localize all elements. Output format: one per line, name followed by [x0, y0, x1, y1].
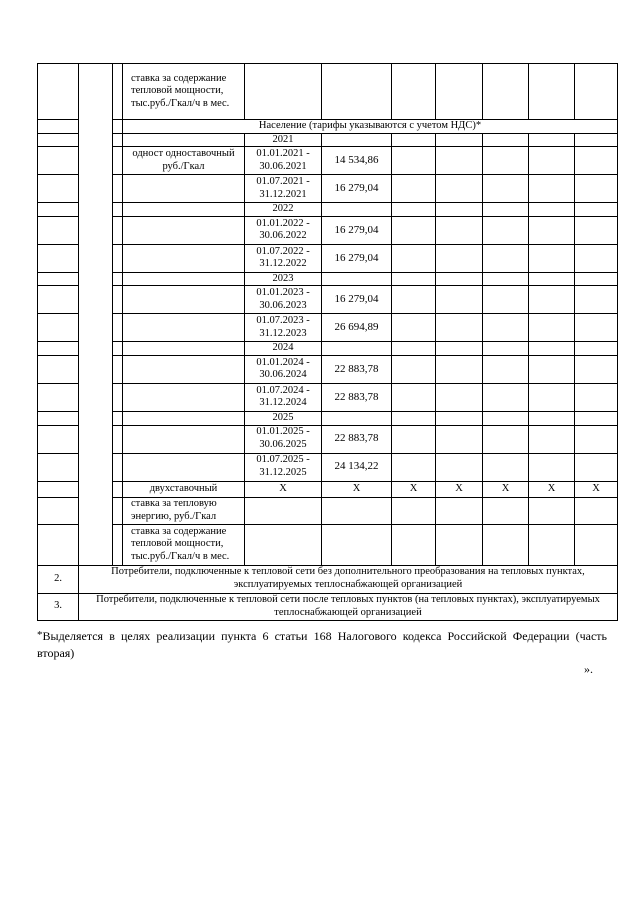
- row-description: Потребители, подключенные к тепловой сети после тепловых пунктов (на тепловых пунктах), эксплуатируемых теплоснабжающей организацией: [79, 593, 618, 620]
- blank-cell: [113, 411, 123, 425]
- blank-cell: [123, 272, 245, 286]
- blank-cell: [392, 272, 436, 286]
- blank-cell: [392, 175, 436, 203]
- blank-cell: [483, 286, 529, 314]
- table-row: [38, 244, 618, 272]
- blank-cell: [113, 314, 123, 342]
- blank-cell: [483, 175, 529, 203]
- row-description: Потребители, подключенные к тепловой сети без дополнительного преобразования на тепловых пунктах, эксплуатируемых теплоснабжающей организацией: [79, 565, 618, 593]
- blank-cell: [436, 175, 483, 203]
- blank-cell: [123, 411, 245, 425]
- period-cell: 01.01.2025 - 30.06.2025: [245, 425, 322, 453]
- blank-cell: [529, 147, 575, 175]
- blank-cell: [113, 286, 123, 314]
- period-cell: 01.07.2021 - 31.12.2021: [245, 175, 322, 203]
- x-mark: X: [245, 481, 322, 497]
- blank-cell: [483, 244, 529, 272]
- blank-cell: [436, 272, 483, 286]
- blank-cell: [483, 272, 529, 286]
- blank-cell: [436, 411, 483, 425]
- blank-cell: [38, 411, 79, 425]
- blank-cell: [529, 497, 575, 524]
- blank-cell: [322, 524, 392, 565]
- blank-cell: [113, 216, 123, 244]
- tariff-value: 22 883,78: [322, 383, 392, 411]
- blank-cell: [245, 64, 322, 120]
- blank-cell: [529, 453, 575, 481]
- tariff-value: 26 694,89: [322, 314, 392, 342]
- blank-cell: [38, 342, 79, 356]
- blank-cell: [483, 133, 529, 147]
- period-cell: 01.07.2022 - 31.12.2022: [245, 244, 322, 272]
- x-mark: X: [575, 481, 618, 497]
- blank-cell: [436, 524, 483, 565]
- blank-cell: [529, 355, 575, 383]
- blank-cell: [392, 147, 436, 175]
- section-header: Население (тарифы указываются с учетом НДС)*: [123, 120, 618, 134]
- table-row: [38, 524, 618, 565]
- table-row: [38, 383, 618, 411]
- blank-cell: [575, 497, 618, 524]
- blank-cell: [38, 133, 79, 147]
- blank-cell: [575, 244, 618, 272]
- period-cell: 01.07.2023 - 31.12.2023: [245, 314, 322, 342]
- blank-cell: [483, 453, 529, 481]
- blank-cell: [483, 383, 529, 411]
- blank-cell: [483, 342, 529, 356]
- period-cell: 01.01.2021 - 30.06.2021: [245, 147, 322, 175]
- footnote: [37, 628, 607, 662]
- blank-cell: [322, 203, 392, 217]
- table-row: [38, 425, 618, 453]
- tariff-value: 22 883,78: [322, 355, 392, 383]
- blank-cell: [38, 453, 79, 481]
- blank-cell: [529, 272, 575, 286]
- tariff-value: 16 279,04: [322, 244, 392, 272]
- blank-cell: [322, 411, 392, 425]
- table-row: [38, 314, 618, 342]
- year-cell: 2023: [245, 272, 322, 286]
- footnote-text: Выделяется в целях реализации пункта 6 статьи 168 Налогового кодекса Российской Федерации (часть вторая): [37, 629, 607, 660]
- blank-cell: [38, 175, 79, 203]
- blank-cell: [38, 314, 79, 342]
- blank-cell: [575, 216, 618, 244]
- blank-cell: [38, 272, 79, 286]
- blank-cell: [436, 453, 483, 481]
- blank-cell: [483, 411, 529, 425]
- blank-cell: [529, 524, 575, 565]
- blank-cell: [38, 524, 79, 565]
- blank-cell: [392, 64, 436, 120]
- blank-cell: [392, 425, 436, 453]
- tariff-value: 14 534,86: [322, 147, 392, 175]
- table-row: [38, 216, 618, 244]
- blank-cell: [529, 286, 575, 314]
- blank-cell: [575, 425, 618, 453]
- blank-cell: [529, 203, 575, 217]
- x-mark: X: [483, 481, 529, 497]
- period-cell: 01.01.2023 - 30.06.2023: [245, 286, 322, 314]
- tariff-type-label: [123, 453, 245, 481]
- blank-cell: [529, 64, 575, 120]
- blank-cell: [575, 411, 618, 425]
- table-row: [38, 175, 618, 203]
- blank-cell: [436, 286, 483, 314]
- blank-cell: [123, 203, 245, 217]
- row-number: 3.: [38, 593, 79, 620]
- blank-cell: [575, 147, 618, 175]
- tariff-type-label: [123, 216, 245, 244]
- blank-cell: [436, 147, 483, 175]
- blank-cell: [38, 481, 79, 497]
- year-cell: 2021: [245, 133, 322, 147]
- tariff-value: 16 279,04: [322, 175, 392, 203]
- blank-cell: [483, 355, 529, 383]
- blank-cell: [113, 524, 123, 565]
- blank-cell: [392, 355, 436, 383]
- period-cell: 01.01.2024 - 30.06.2024: [245, 355, 322, 383]
- blank-cell: [575, 286, 618, 314]
- blank-cell: [483, 524, 529, 565]
- blank-cell: [575, 342, 618, 356]
- blank-cell: [38, 216, 79, 244]
- blank-cell: [392, 411, 436, 425]
- blank-cell: [529, 342, 575, 356]
- blank-cell: [113, 453, 123, 481]
- blank-cell: [436, 314, 483, 342]
- blank-cell: [575, 524, 618, 565]
- blank-cell: [38, 147, 79, 175]
- blank-cell: [529, 383, 575, 411]
- tariff-type-label: двухставочный: [123, 481, 245, 497]
- blank-cell: [529, 175, 575, 203]
- tariff-type-label: [123, 355, 245, 383]
- table-row: [38, 147, 618, 175]
- blank-cell: [123, 133, 245, 147]
- table-row: [38, 133, 618, 147]
- blank-cell: [436, 497, 483, 524]
- table-row: [38, 203, 618, 217]
- blank-cell: [79, 64, 113, 566]
- blank-cell: [392, 524, 436, 565]
- rate-label: ставка за содержание тепловой мощности, тыс.руб./Гкал/ч в мес.: [123, 64, 245, 120]
- blank-cell: [322, 64, 392, 120]
- blank-cell: [392, 286, 436, 314]
- blank-cell: [113, 383, 123, 411]
- blank-cell: [436, 244, 483, 272]
- blank-cell: [392, 133, 436, 147]
- blank-cell: [113, 175, 123, 203]
- tariff-type-label: [123, 383, 245, 411]
- blank-cell: [113, 133, 123, 147]
- x-mark: X: [436, 481, 483, 497]
- blank-cell: [436, 425, 483, 453]
- blank-cell: [575, 383, 618, 411]
- blank-cell: [113, 342, 123, 356]
- blank-cell: [436, 342, 483, 356]
- table-row: [38, 120, 618, 134]
- blank-cell: [322, 133, 392, 147]
- table-row: [38, 565, 618, 593]
- blank-cell: [529, 411, 575, 425]
- blank-cell: [113, 355, 123, 383]
- period-cell: 01.01.2022 - 30.06.2022: [245, 216, 322, 244]
- blank-cell: [483, 147, 529, 175]
- tariff-type-label: [123, 286, 245, 314]
- blank-cell: [529, 216, 575, 244]
- blank-cell: [392, 314, 436, 342]
- blank-cell: [123, 342, 245, 356]
- blank-cell: [113, 425, 123, 453]
- blank-cell: [483, 425, 529, 453]
- table-row: [38, 355, 618, 383]
- blank-cell: [436, 355, 483, 383]
- x-mark: X: [322, 481, 392, 497]
- tariff-table: [37, 63, 618, 621]
- blank-cell: [483, 64, 529, 120]
- blank-cell: [113, 64, 123, 120]
- tariff-type-label: [123, 244, 245, 272]
- table-row: [38, 453, 618, 481]
- tariff-type-label: [123, 425, 245, 453]
- year-cell: 2024: [245, 342, 322, 356]
- blank-cell: [113, 272, 123, 286]
- blank-cell: [575, 175, 618, 203]
- blank-cell: [392, 383, 436, 411]
- blank-cell: [392, 497, 436, 524]
- blank-cell: [113, 244, 123, 272]
- tariff-value: 16 279,04: [322, 216, 392, 244]
- blank-cell: [38, 425, 79, 453]
- blank-cell: [436, 216, 483, 244]
- blank-cell: [392, 342, 436, 356]
- rate-label: ставка за тепловую энергию, руб./Гкал: [123, 497, 245, 524]
- blank-cell: [392, 453, 436, 481]
- table-row: [38, 64, 618, 120]
- blank-cell: [245, 524, 322, 565]
- table-row: [38, 286, 618, 314]
- tariff-type-label: [123, 175, 245, 203]
- row-number: 2.: [38, 565, 79, 593]
- blank-cell: [38, 244, 79, 272]
- blank-cell: [38, 497, 79, 524]
- tariff-value: 24 134,22: [322, 453, 392, 481]
- rate-label: ставка за содержание тепловой мощности, тыс.руб./Гкал/ч в мес.: [123, 524, 245, 565]
- blank-cell: [529, 425, 575, 453]
- blank-cell: [575, 203, 618, 217]
- blank-cell: [38, 64, 79, 120]
- closing-quote: ».: [584, 662, 593, 676]
- blank-cell: [483, 216, 529, 244]
- blank-cell: [575, 453, 618, 481]
- table-row: [38, 481, 618, 497]
- blank-cell: [322, 497, 392, 524]
- blank-cell: [38, 120, 79, 134]
- blank-cell: [436, 203, 483, 217]
- year-cell: 2025: [245, 411, 322, 425]
- table-row: [38, 497, 618, 524]
- blank-cell: [575, 64, 618, 120]
- period-cell: 01.07.2024 - 31.12.2024: [245, 383, 322, 411]
- blank-cell: [392, 203, 436, 217]
- year-cell: 2022: [245, 203, 322, 217]
- blank-cell: [575, 355, 618, 383]
- table-row: [38, 342, 618, 356]
- blank-cell: [38, 203, 79, 217]
- blank-cell: [322, 272, 392, 286]
- blank-cell: [113, 120, 123, 134]
- x-mark: X: [529, 481, 575, 497]
- blank-cell: [38, 383, 79, 411]
- tariff-value: 22 883,78: [322, 425, 392, 453]
- blank-cell: [245, 497, 322, 524]
- tariff-type-label: [123, 314, 245, 342]
- blank-cell: [38, 355, 79, 383]
- footnote-star: *: [37, 629, 43, 641]
- table-row: [38, 272, 618, 286]
- table-row: [38, 593, 618, 620]
- blank-cell: [529, 314, 575, 342]
- blank-cell: [483, 203, 529, 217]
- blank-cell: [575, 314, 618, 342]
- blank-cell: [392, 244, 436, 272]
- blank-cell: [483, 497, 529, 524]
- blank-cell: [113, 481, 123, 497]
- x-mark: X: [392, 481, 436, 497]
- blank-cell: [436, 64, 483, 120]
- blank-cell: [392, 216, 436, 244]
- table-row: [38, 411, 618, 425]
- blank-cell: [113, 497, 123, 524]
- blank-cell: [436, 383, 483, 411]
- blank-cell: [575, 272, 618, 286]
- blank-cell: [575, 133, 618, 147]
- blank-cell: [322, 342, 392, 356]
- blank-cell: [38, 286, 79, 314]
- period-cell: 01.07.2025 - 31.12.2025: [245, 453, 322, 481]
- blank-cell: [113, 203, 123, 217]
- blank-cell: [436, 133, 483, 147]
- blank-cell: [483, 314, 529, 342]
- tariff-value: 16 279,04: [322, 286, 392, 314]
- tariff-type-label: одност одноставочный руб./Гкал: [123, 147, 245, 175]
- blank-cell: [113, 147, 123, 175]
- blank-cell: [529, 133, 575, 147]
- blank-cell: [529, 244, 575, 272]
